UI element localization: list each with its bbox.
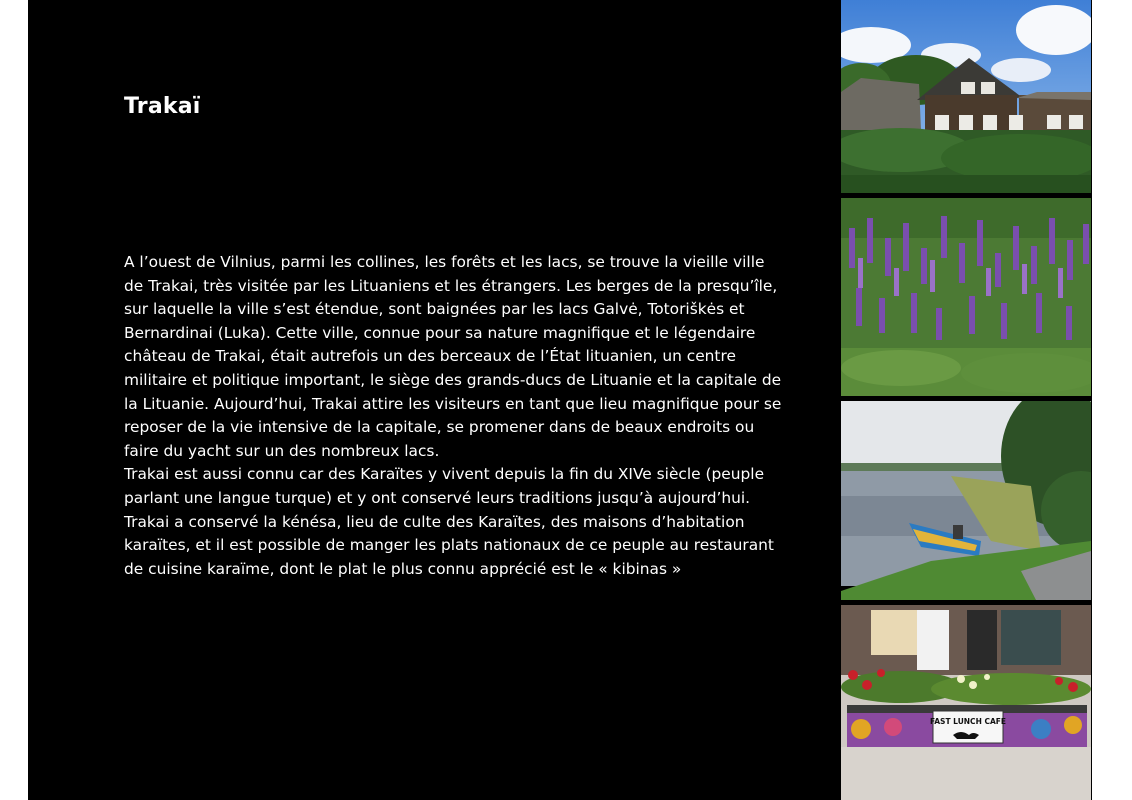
photo-lake-boat — [841, 401, 1091, 600]
cafe-sign-text: FAST LUNCH CAFE — [929, 717, 1007, 726]
photo-wooden-house — [841, 0, 1091, 193]
body-paragraph-1: A l’ouest de Vilnius, parmi les collines, les forêts et les lacs, se trouve la vieille ville de Trakai, très visitée par les Lituaniens et les étrangers. Les berges de la presqu’île, sur laquelle la ville s’est étendue, sont baignées par les lacs Galvė, Totoriškės et Bernardinai (Luka). Cette ville, connue pour sa nature magnifique et le légendaire château de Trakai, était autrefois un des berceaux de l’État lituanien, un centre militaire et politique important, le siège des grands-ducs de Lituanie et la capitale de la Lituanie. Aujourd’hui, Trakai attire les visiteurs en tant que lieu magnifique pour se reposer de la vie intensive de la capitale, se promener dans de beaux endroits ou faire du yacht sur un des nombreux lacs. — [124, 253, 782, 460]
slide-title: Trakaï — [124, 94, 201, 119]
slide — [28, 0, 840, 800]
photo-column — [840, 0, 1092, 800]
photo-lupine-field — [841, 198, 1091, 396]
body-paragraph-2: Trakai est aussi connu car des Karaïtes y vivent depuis la fin du XIVe siècle (peuple parlant une langue turque) et y ont conservé leurs traditions jusqu’à aujourd’hui. Trakai a conservé la kénésa, lieu de culte des Karaïtes, des maisons d’habitation karaïtes, et il est possible de manger les plats nationaux de ce peuple au restaurant de cuisine karaïme, dont le plat le plus connu apprécié est le « kibinas » — [124, 465, 774, 578]
photo-fast-lunch-cafe — [841, 605, 1091, 800]
slide-body — [124, 251, 784, 581]
